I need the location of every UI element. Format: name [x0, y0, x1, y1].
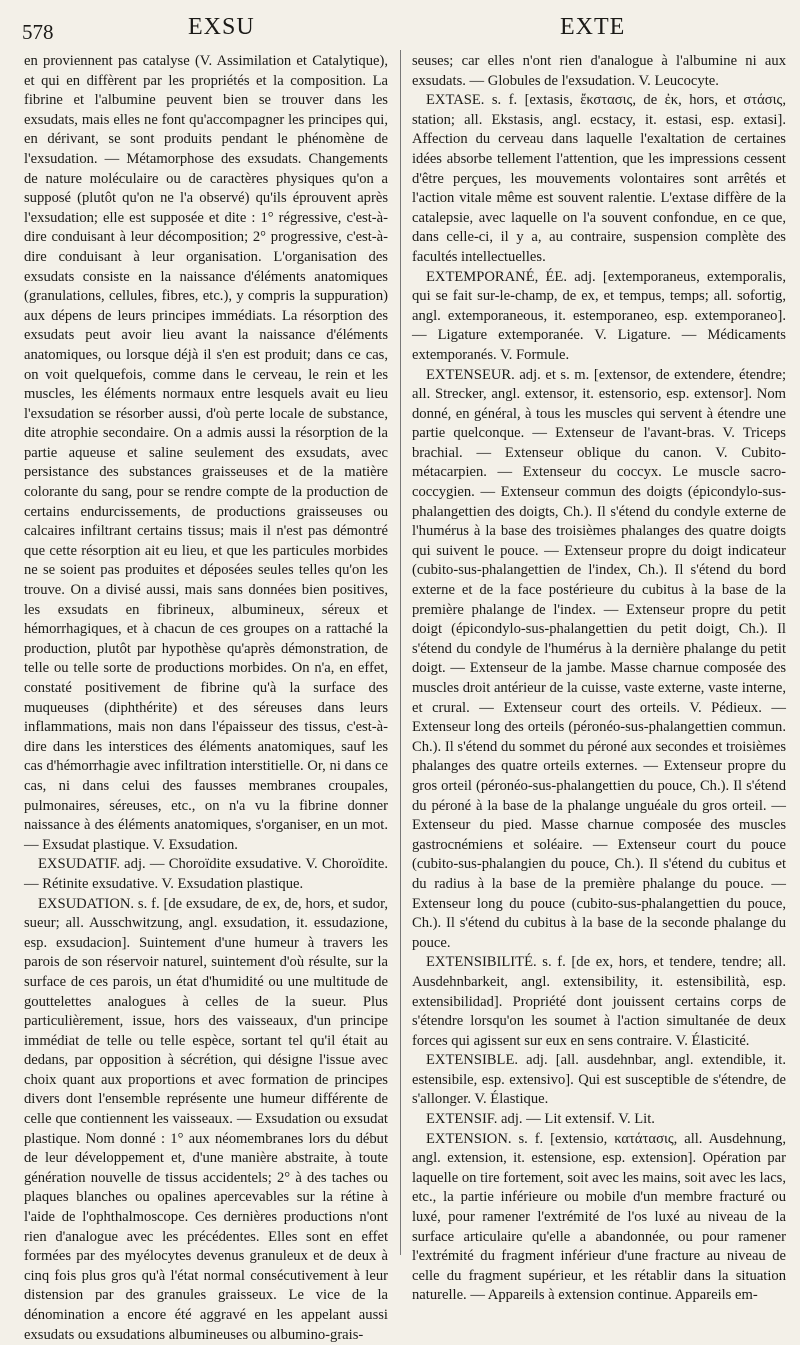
entry-paragraph: seuses; car elles n'ont rien d'analogue à l'albumine ni aux exsudats. — Globules de l'exsudation. V. Leucocyte. [412, 53, 786, 89]
page-number: 578 [22, 20, 54, 44]
entry-extensif: EXTENSIF. adj. — Lit extensif. V. Lit. [426, 1111, 655, 1128]
entry-extensibilite: EXTENSIBILITÉ. s. f. [de ex, hors, et tendere, tendre; all. Ausdehnbarkeit, angl. extensibility, it. estensibilità, esp. extensibilidad]. Propriété dont jouissent certains corps de s'étendre lorsqu'on les soumet à l'action simultanée de deux forces qui agissent sur eux en sens contraire. V. Élasticité. [412, 954, 786, 1049]
left-running-headword: EXSU [188, 14, 255, 40]
right-column [412, 52, 786, 1304]
entry-extemporane: EXTEMPORANÉ, ÉE. adj. [extemporaneus, extemporalis, qui se fait sur-le-champ, de ex, et tempus, temps; all. sofortig, angl. extemporaneous, it. estemporaneo, esp. extemporaneo]. — Ligature extemporanée. V. Ligature. — Médicaments extemporanés. V. Formule. [412, 268, 786, 363]
page-header [0, 14, 800, 44]
entry-extenseur: EXTENSEUR. adj. et s. m. [extensor, de extendere, étendre; all. Strecker, angl. extensor, it. estensorio, esp. extensor]. Nom donné, en général, à tous les muscles qui servent à étendre une partie quelconque. — Extenseur de l'avant-bras. V. Triceps brachial. — Extenseur oblique du canon. V. Cubito-métacarpien. — Extenseur du coccyx. Le muscle sacro-coccygien. — Extenseur commun des doigts (épicondylo-sus-phalangettien des doigts, Ch.). Il s'étend du condyle externe de l'humérus à la base des troisièmes phalanges des quatre doigts qui suivent le pouce. — Extenseur propre du doigt indicateur (cubito-sus-phalangettien de l'index, Ch.). Il s'étend du bord externe et de la face postérieure du cubitus à la base de la première phalange de l'index. — Extenseur propre du petit doigt (épicondylo-sus-phalangettien du petit doigt, Ch.). Il s'étend du condyle de l'humérus à la dernière phalange du petit doigt. — Extenseur de la jambe. Masse charnue composée des muscles droit antérieur de la cuisse, vaste externe, vaste interne, et crural. — Extenseur court des orteils. V. Pédieux. — Extenseur long des orteils (péronéo-sus-phalangettien commun. Ch.). Il s'étend du sommet du péroné aux secondes et troisièmes phalanges des quatre orteils externes. — Extenseur propre du gros orteil (péronéo-sus-phalangettien du pouce, Ch.). Il s'étend du péroné à la base de la phalange unguéale du gros orteil. — Extenseur du pied. Masse charnue composée des muscles gastrocnémiens et soléaire. — Extenseur court du pouce (cubito-sus-phalangien du pouce, Ch.). Il s'étend du cubitus et du radius à la base de la première phalange du pouce. — Extenseur long du pouce (cubito-sus-phalangettien du pouce, Ch.). Il s'étend du cubitus à la base de la seconde phalange du pouce. [412, 366, 786, 951]
entry-exsudatif: EXSUDATIF. adj. — Choroïdite exsudative. V. Choroïdite. — Rétinite exsudative. V. Exsudation plastique. [24, 856, 388, 892]
entry-extensible: EXTENSIBLE. adj. [all. ausdehnbar, angl. extendible, it. estensibile, esp. extensivo]. Qui est susceptible de s'étendre, de s'allonger. V. Élastique. [412, 1052, 786, 1108]
entry-extension: EXTENSION. s. f. [extensio, κατάτασις, all. Ausdehnung, angl. extension, it. estensione, esp. extension]. Opération par laquelle on tire fortement, soit avec les mains, soit avec les lacs, etc., la partie inférieure ou mobile d'un membre fracturé ou luxé, pour ramener l'extrémité de l'os luxé au niveau de la surface articulaire qu'elle a abandonnée, ou pour ramener l'extrémité du fragment inférieur d'une fracture au niveau de celle du fragment supérieur, et les rétablir dans la situation naturelle. — Appareils à extension continue. Appareils em- [412, 1130, 786, 1304]
left-column [24, 52, 388, 1343]
column-divider [400, 50, 401, 1255]
entry-extase: EXTASE. s. f. [extasis, ἔκστασις, de ἐκ, hors, et στάσις, station; all. Ekstasis, angl. ecstacy, it. estasi, esp. extasi]. Affection du cerveau dans laquelle l'exaltation de certaines idées absorbe tellement l'attention, que les impressions cessent d'être perçues, les mouvements volontaires sont arrêtés et l'action vitale même est souvent ralentie. L'extase diffère de la catalepsie, avec laquelle on l'a souvent confondue, en ce que, dans celle-ci, il y a, au contraire, suspension complète des facultés intellectuelles. [412, 92, 786, 265]
entry-exsudation: EXSUDATION. s. f. [de exsudare, de ex, de, hors, et sudor, sueur; all. Ausschwitzung, angl. exsudation, it. essudazione, esp. exsudacion]. Suintement d'une humeur à travers les parois de son réservoir naturel, suintement d'où résulte, sur la surface de ces parois, un état d'humidité ou une multitude de gouttelettes analogues à celles de la sueur. Plus particulièrement, issue, hors des vaisseaux, d'un principe immédiat de telle ou telle espèce, sortant tel qu'il était au dedans, par opposition à sécrétion, qui désigne l'issue avec choix quant aux proportions et avec formation de principes divers dont l'ensemble représente une humeur différente de celle que contiennent les vaisseaux. — Exsudation ou exsudat plastique. Nom donné : 1° aux néomembranes lors du début de leur développement et, d'une manière abstraite, à toute génération nouvelle de tissus accidentels; 2° à des taches ou plaques blanches ou opalines apercevables sur la rétine à l'aide de l'ophthalmoscope. Ces dernières productions n'ont rien d'analogue avec les précédentes. Elles sont en effet formées par des myélocytes devenus granuleux et de deux à cinq fois plus gros qu'à l'état normal consécutivement à leur distension par des granules graisseux. Le vice de la dénomination a encore été aggravé en les appelant aussi exsudats ou exsudations albumineuses ou albumino-grais- [24, 895, 388, 1343]
entry-paragraph: en proviennent pas catalyse (V. Assimilation et Catalytique), et qui en diffèrent par les propriétés et la composition. La fibrine et l'albumine peuvent bien se trouver dans les exsudats, mais elles ne font qu'accompagner les principes qui, en dérivant, se sont produits pendant le phénomène de l'exsudation. — Métamorphose des exsudats. Changements de nature moléculaire ou de caractères physiques qu'on a supposé (plutôt qu'on ne l'a observé) qu'ils éprouvent après l'exsudation; elle est supposée et dite : 1° régressive, c'est-à-dire conduisant à leur décomposition; 2° progressive, c'est-à-dire conduisant à leur organisation. L'organisation des exsudats consiste en la naissance d'éléments anatomiques (granulations, cellules, fibres, etc.), y compris la suppuration) aux dépens de leurs principes immédiats. La résorption des exsudats peut avoir lieu avant la naissance d'éléments anatomiques, ou lorsque déjà il s'en est produit; dans ce cas, on voit quelquefois, comme dans le cerveau, le rein et les muscles, les éléments normaux entre lesquels avait eu lieu l'exsudation se résorber aussi, d'où perte locale de substance, dite atrophie secondaire. On a admis aussi la résorption de la partie aqueuse et saline seulement des exsudats, avec persistance des substances graisseuses et de la matière colorante du sang, pour se rendre compte de la production de certains endurcissements, de productions graisseuses ou calcaires infiltrant certains tissus; mais il n'est pas démontré que cette résorption ait eu lieu, et que les particules morbides ne se soient pas produites et déposées seules telles qu'on les trouve. On a divisé aussi, mais sans données bien positives, les exsudats en fibrineux, albumineux, séreux et hémorrhagiques, et à chacun de ces groupes on a rattaché la production, plutôt par hypothèse qu'après démonstration, de telle ou telle sorte de productions morbides. On n'a, en effet, constaté positivement de fibrine qu'à la surface des muqueuses (diphthérite) et des séreuses dans leurs inflammations, mais non dans l'épaisseur des tissus, c'est-à-dire dans les interstices des éléments anatomiques, sauf les cas d'hémorrhagie avec infiltration interstitielle. Or, ni dans ce cas, ni dans celui des fausses membranes croupales, pulmonaires, séreuses, etc., on n'a vu la fibrine donner naissance à des éléments anatomiques, s'organiser, en un mot. — Exsudat plastique. V. Exsudation. [24, 53, 388, 853]
right-running-headword: EXTE [560, 14, 626, 40]
